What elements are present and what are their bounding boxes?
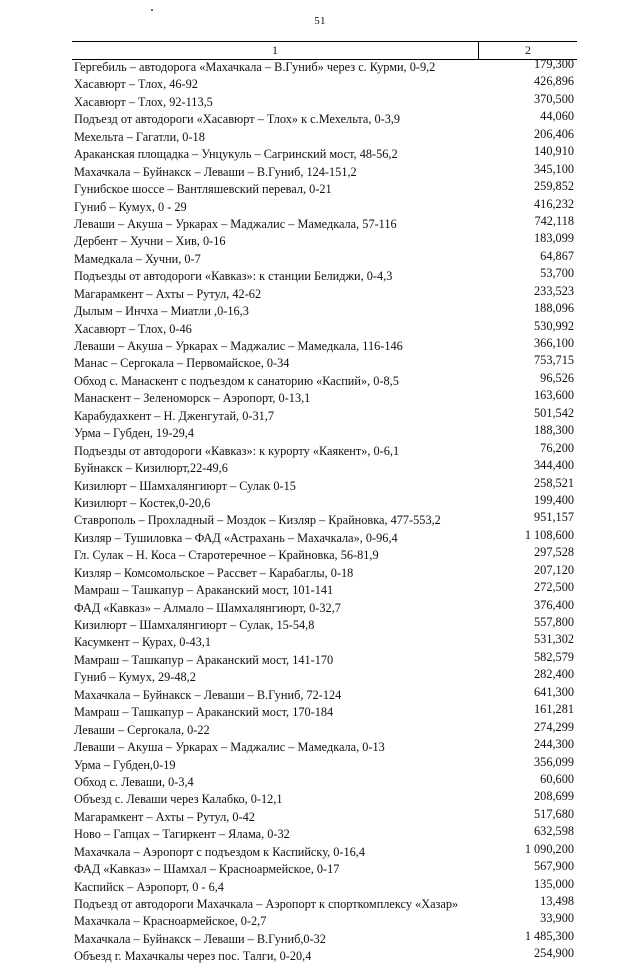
road-section-name: ФАД «Кавказ» – Алмало – Шамхалянгиюрт, 0-32,7: [74, 600, 341, 615]
table-row: [74, 547, 574, 564]
road-section-name: Хасавюрт – Тлох, 0-46: [74, 321, 192, 336]
road-section-name: Урма – Губден,0-19: [74, 757, 176, 772]
road-section-value: 501,542: [534, 405, 574, 420]
road-section-name: Гл. Сулак – Н. Коса – Старотеречное – Крайновка, 56-81,9: [74, 548, 379, 563]
table-row: [74, 390, 574, 407]
road-section-value: 632,598: [534, 824, 574, 839]
table-row: [74, 928, 574, 948]
page-number: 51: [314, 15, 326, 27]
road-section-name: Махачкала – Аэропорт с подъездом к Каспийску, 0-16,4: [74, 844, 366, 859]
table-row: [74, 196, 574, 216]
road-section-name: Дылым – Инчха – Миатли ,0-16,3: [74, 304, 249, 319]
road-section-value: 179,300: [534, 57, 574, 71]
road-section-name: Подъезды от автодороги «Кавказ»: к курорту «Каякент», 0-6,1: [74, 443, 400, 458]
table-row: [74, 283, 574, 303]
road-section-value: 244,300: [534, 737, 574, 752]
road-section-value: 531,302: [534, 632, 574, 647]
table-row: [74, 512, 574, 529]
road-section-name: Кизилюрт – Шамхалянгиюрт – Сулак 0-15: [74, 478, 296, 493]
road-section-value: 356,099: [534, 754, 574, 769]
road-section-name: Манаскент – Зеленоморск – Аэропорт, 0-13,1: [74, 391, 311, 406]
road-section-value: 753,715: [534, 353, 574, 368]
table-header: [72, 41, 577, 60]
table-row: [74, 181, 574, 198]
road-section-value: 366,100: [534, 336, 574, 350]
table-row: [74, 248, 574, 268]
road-section-name: Ново – Гапцах – Тагиркент – Ялама, 0-32: [74, 827, 290, 842]
road-section-value: 199,400: [534, 492, 574, 507]
road-section-value: 567,900: [534, 859, 574, 874]
road-section-value: 1 485,300: [524, 928, 574, 943]
road-section-name: Подъезд от автодороги «Хасавюрт – Тлох» к с.Мехельта, 0-3,9: [74, 112, 401, 127]
road-section-name: Подъезд от автодороги Махачкала – Аэропорт к спорткомплексу «Хазар»: [74, 897, 459, 911]
table-row: [74, 126, 574, 146]
table-row: [74, 303, 574, 320]
road-section-value: 76,200: [540, 440, 574, 455]
table-row: [74, 806, 574, 826]
road-section-value: 207,120: [534, 562, 574, 577]
table-row: [74, 754, 574, 774]
road-section-value: 344,400: [534, 458, 574, 473]
road-section-value: 376,400: [534, 597, 574, 612]
road-section-value: 163,600: [534, 388, 574, 403]
road-section-value: 426,896: [534, 74, 574, 89]
road-section-name: Кизилюрт – Шамхалянгиюрт – Сулак, 15-54,8: [74, 618, 315, 632]
road-section-name: Ставрополь – Прохладный – Моздок – Кизляр – Крайновка, 477-553,2: [74, 513, 441, 528]
road-section-name: Объезд г. Махачкалы через пос. Талги, 0-20,4: [74, 949, 312, 964]
table-row: [74, 771, 574, 791]
road-section-name: Гуниб – Кумух, 0 - 29: [74, 199, 187, 214]
table-row: [74, 440, 574, 460]
table-row: [74, 318, 574, 338]
road-section-value: 258,521: [534, 475, 574, 490]
road-section-value: 33,900: [540, 911, 574, 926]
road-section-name: Кизляр – Комсомольское – Рассвет – Карабаглы, 0-18: [74, 565, 354, 580]
road-section-value: 161,281: [534, 702, 574, 717]
road-section-name: Махачкала – Буйнакск – Леваши – В.Гуниб, 72-124: [74, 687, 342, 702]
road-section-value: 297,528: [534, 545, 574, 560]
table-row: [74, 704, 574, 721]
road-section-value: 183,099: [534, 231, 574, 246]
table-row: [74, 233, 574, 250]
road-section-value: 951,157: [534, 510, 574, 525]
road-section-name: Кизляр – Тушиловка – ФАД «Астрахань – Махачкала», 0-96,4: [74, 530, 398, 545]
column-header-1: 1: [272, 43, 278, 57]
road-section-value: 416,232: [534, 196, 574, 211]
road-section-name: Араканская площадка – Унцукуль – Сагринский мост, 48-56,2: [74, 147, 398, 162]
road-section-name: Буйнакск – Кизилюрт,22-49,6: [74, 461, 228, 476]
road-section-value: 274,299: [534, 719, 574, 734]
road-section-name: Обход с. Манаскент с подъездом к санаторию «Каспий», 0-8,5: [74, 373, 399, 388]
road-section-value: 188,096: [534, 301, 574, 316]
table-row: [74, 425, 574, 442]
road-section-name: Манас – Сергокала – Первомайское, 0-34: [74, 356, 290, 371]
road-section-value: 1 090,200: [524, 841, 574, 856]
road-section-name: Дербент – Хучни – Хив, 0-16: [74, 234, 226, 249]
table-row: [74, 617, 574, 634]
road-section-name: Гергебиль – автодорога «Махачкала – В.Гуниб» через с. Курми, 0-9,2: [74, 60, 436, 74]
table-row: [74, 739, 574, 756]
table-row: [74, 634, 574, 651]
table-row: [74, 841, 574, 861]
road-section-name: Хасавюрт – Тлох, 46-92: [74, 77, 198, 92]
table-row: [74, 876, 574, 896]
road-section-value: 13,498: [540, 894, 574, 908]
table-row: [74, 161, 574, 181]
road-section-value: 530,992: [534, 318, 574, 333]
road-section-value: 140,910: [534, 144, 574, 159]
table-row: [74, 649, 574, 669]
table-row: [74, 861, 574, 878]
table-row: [74, 91, 574, 111]
road-section-value: 582,579: [534, 649, 574, 664]
table-row: [74, 268, 574, 285]
road-section-value: 135,000: [534, 876, 574, 891]
table-row: [74, 59, 574, 76]
road-section-value: 96,526: [540, 370, 574, 385]
road-section-name: Махачкала – Буйнакск – Леваши – В.Гуниб, 124-151,2: [74, 164, 357, 179]
column-header-2: 2: [525, 43, 531, 57]
table-row: [74, 826, 574, 843]
road-section-value: 64,867: [540, 248, 574, 263]
road-section-name: Хасавюрт – Тлох, 92-113,5: [74, 94, 213, 109]
road-section-value: 517,680: [534, 806, 574, 821]
road-section-name: Махачкала – Буйнакск – Леваши – В.Гуниб,0-32: [74, 931, 326, 946]
road-section-name: Каспийск – Аэропорт, 0 - 6,4: [74, 879, 224, 894]
table-row: [74, 948, 574, 965]
road-section-name: Магарамкент – Ахты – Рутул, 0-42: [74, 809, 255, 824]
table-row: [74, 791, 574, 808]
road-section-name: Гунибское шоссе – Вантляшевский перевал, 0-21: [74, 182, 332, 197]
table-body: [74, 59, 574, 966]
road-section-name: Мамедкала – Хучни, 0-7: [74, 251, 201, 266]
road-section-name: Магарамкент – Ахты – Рутул, 42-62: [74, 286, 262, 301]
road-section-name: Кизилюрт – Костек,0-20,6: [74, 495, 211, 510]
road-section-name: Гуниб – Кумух, 29-48,2: [74, 670, 196, 685]
road-section-value: 233,523: [534, 283, 574, 298]
road-section-value: 60,600: [540, 771, 574, 786]
table-row: [74, 370, 574, 390]
road-section-value: 1 108,600: [524, 527, 574, 542]
road-section-value: 259,852: [534, 179, 574, 194]
table-row: [74, 684, 574, 704]
table-row: [74, 492, 574, 512]
road-section-value: 557,800: [534, 615, 574, 629]
table-row: [74, 76, 574, 93]
table-row: [74, 913, 574, 930]
road-section-name: Леваши – Акуша – Уркарах – Маджалис – Мамедкала, 116-146: [74, 339, 403, 353]
table-row: [74, 213, 574, 233]
table-row: [74, 475, 574, 495]
table-row: [74, 597, 574, 617]
road-section-name: Касумкент – Курах, 0-43,1: [74, 635, 212, 650]
road-section-name: Махачкала – Красноармейское, 0-2,7: [74, 914, 267, 929]
road-section-value: 345,100: [534, 161, 574, 176]
road-section-value: 742,118: [534, 213, 574, 228]
table-row: [74, 405, 574, 425]
table-row: [74, 460, 574, 477]
road-section-value: 282,400: [534, 667, 574, 682]
road-section-name: Леваши – Акуша – Уркарах – Маджалис – Мамедкала, 57-116: [74, 216, 397, 231]
road-section-value: 272,500: [534, 580, 574, 595]
road-section-name: Леваши – Сергокала, 0-22: [74, 722, 210, 737]
road-section-name: Объезд с. Леваши через Калабко, 0-12,1: [74, 792, 283, 807]
road-section-name: Подъезды от автодороги «Кавказ»: к станции Белиджи, 0-4,3: [74, 269, 393, 284]
road-section-name: ФАД «Кавказ» – Шамхал – Красноармейское, 0-17: [74, 862, 340, 877]
road-section-name: Мехельта – Гагатли, 0-18: [74, 129, 205, 144]
road-section-name: Карабудахкент – Н. Дженгутай, 0-31,7: [74, 408, 274, 423]
road-section-value: 206,406: [534, 126, 574, 141]
table-row: [74, 669, 574, 686]
table-row: [74, 527, 574, 547]
table-row: [74, 562, 574, 582]
road-section-value: 208,699: [534, 789, 574, 804]
road-section-value: 53,700: [540, 266, 574, 281]
road-section-name: Леваши – Акуша – Уркарах – Маджалис – Мамедкала, 0-13: [74, 740, 385, 755]
table-row: [74, 338, 574, 355]
road-section-value: 641,300: [534, 684, 574, 699]
road-section-name: Урма – Губден, 19-29,4: [74, 426, 194, 441]
road-section-name: Обход с. Леваши, 0-3,4: [74, 774, 194, 789]
road-section-value: 254,900: [534, 946, 574, 961]
road-section-value: 188,300: [534, 423, 574, 438]
table-row: [74, 719, 574, 739]
road-section-value: 44,060: [540, 109, 574, 124]
road-section-name: Мамраш – Ташкапур – Араканский мост, 101-141: [74, 583, 334, 598]
table-row: [74, 582, 574, 599]
table-row: [74, 111, 574, 128]
road-section-name: Мамраш – Ташкапур – Араканский мост, 170-184: [74, 705, 334, 720]
road-section-name: Мамраш – Ташкапур – Араканский мост, 141-170: [74, 652, 334, 667]
road-section-value: 370,500: [534, 91, 574, 106]
table-row: [74, 355, 574, 372]
scan-speck: [151, 9, 153, 11]
table-row: [74, 146, 574, 163]
